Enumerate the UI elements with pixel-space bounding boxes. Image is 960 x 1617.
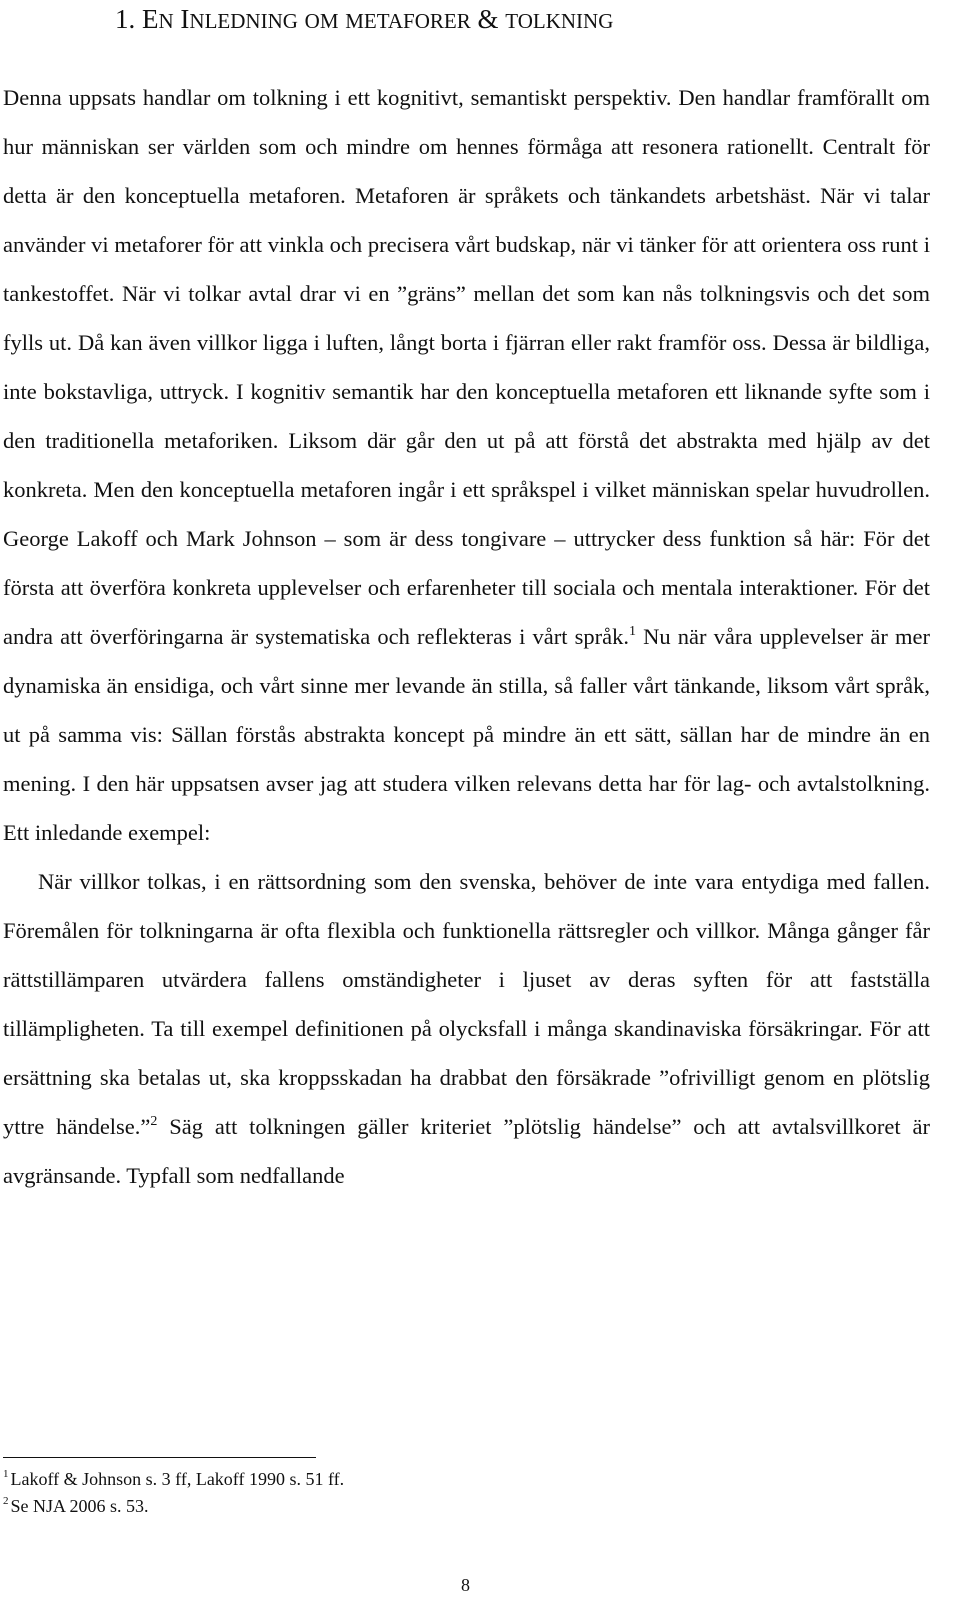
section-heading xyxy=(115,4,613,36)
heading-word-rest: TOLKNING xyxy=(505,9,614,33)
paragraph-text: Denna uppsats handlar om tolkning i ett kognitivt, semantiskt perspektiv. Den handlar framförallt om hur människan ser världen som och mindre om hennes förmåga att resonera rationellt. Centralt för detta är den konceptuella metaforen. Metaforen är språkets och tänkandets arbetshäst. När vi talar använder vi metaforer för att vinkla och precisera vårt budskap, när vi tänker för att orientera oss runt i tankestoffet. När vi tolkar avtal drar vi en ”gräns” mellan det som kan nås tolkningsvis och det som fylls ut. Då kan även villkor ligga i luften, långt borta i fjärran eller rakt framför oss. Dessa är bildliga, inte bokstavliga, uttryck. I kognitiv semantik har den konceptuella metaforen ett liknande syfte som i den traditionella metaforiken. Liksom där går den ut på att förstå det abstrakta med hjälp av det konkreta. Men den konceptuella metaforen ingår i ett språkspel i vilket människan spelar huvudrollen. George Lakoff och Mark Johnson – som är dess tongivare – uttrycker dess funktion så här: För det första att överföra konkreta upplevelser och erfarenheter till sociala och mentala interaktioner. För det andra att överföringarna är systematiska och reflekteras i vårt språk. xyxy=(3,85,930,649)
heading-number: 1. xyxy=(115,4,136,34)
footnote-text: Se NJA 2006 s. 53. xyxy=(10,1496,149,1516)
paragraph-text: Nu när våra upplevelser är mer dynamiska än ensidiga, och vårt sinne mer levande än stilla, så faller vårt tänkande, liksom vårt språk, ut på samma vis: Sällan förstås abstrakta koncept på mindre än ett sätt, sällan har de mindre än en mening. I den här uppsatsen avser jag att studera vilken relevans detta har för lag- och avtalstolkning. Ett inledande exempel: xyxy=(3,624,930,845)
document-page xyxy=(3,0,930,1617)
footnotes xyxy=(3,1466,344,1520)
paragraph xyxy=(3,73,930,857)
paragraph-text: När villkor tolkas, i en rättsordning som den svenska, behöver de inte vara entydiga med fallen. Föremålen för tolkningarna är ofta flexibla och funktionella rättsregler och villkor. Många gånger får rättstillämparen utvärdera fallens omständigheter i ljuset av deras syften för att fastställa tillämpligheten. Ta till exempel definitionen på olycksfall i många skandinaviska försäkringar. För att ersättning ska betalas ut, ska kroppsskadan ha drabbat den försäkrade ”ofrivilligt genom en plötslig yttre händelse.” xyxy=(3,869,930,1139)
heading-word-rest: METAFORER xyxy=(345,9,471,33)
footnote-reference[interactable]: 2 xyxy=(150,1113,158,1129)
body-text xyxy=(3,73,930,1200)
footnote-divider xyxy=(3,1457,316,1458)
paragraph xyxy=(3,857,930,1200)
footnote-text: Lakoff & Johnson s. 3 ff, Lakoff 1990 s. 51 ff. xyxy=(10,1469,345,1489)
footnote xyxy=(3,1493,344,1520)
heading-word-rest: N xyxy=(158,9,174,33)
paragraph-text: Säg att tolkningen gäller kriteriet ”plötslig händelse” och att avtalsvillkoret är avgränsande. Typfall som nedfallande xyxy=(3,1114,930,1188)
footnote-reference[interactable]: 1 xyxy=(628,623,636,639)
heading-word-rest: NLEDNING xyxy=(189,9,298,33)
heading-word-cap: I xyxy=(180,4,190,34)
footnote xyxy=(3,1466,344,1493)
heading-word-cap: & xyxy=(477,4,499,34)
heading-word-rest: OM xyxy=(304,9,339,33)
footnote-marker: 2 xyxy=(3,1495,9,1507)
footnote-marker: 1 xyxy=(3,1468,9,1480)
heading-word-cap: E xyxy=(142,4,159,34)
page-number: 8 xyxy=(461,1575,470,1595)
